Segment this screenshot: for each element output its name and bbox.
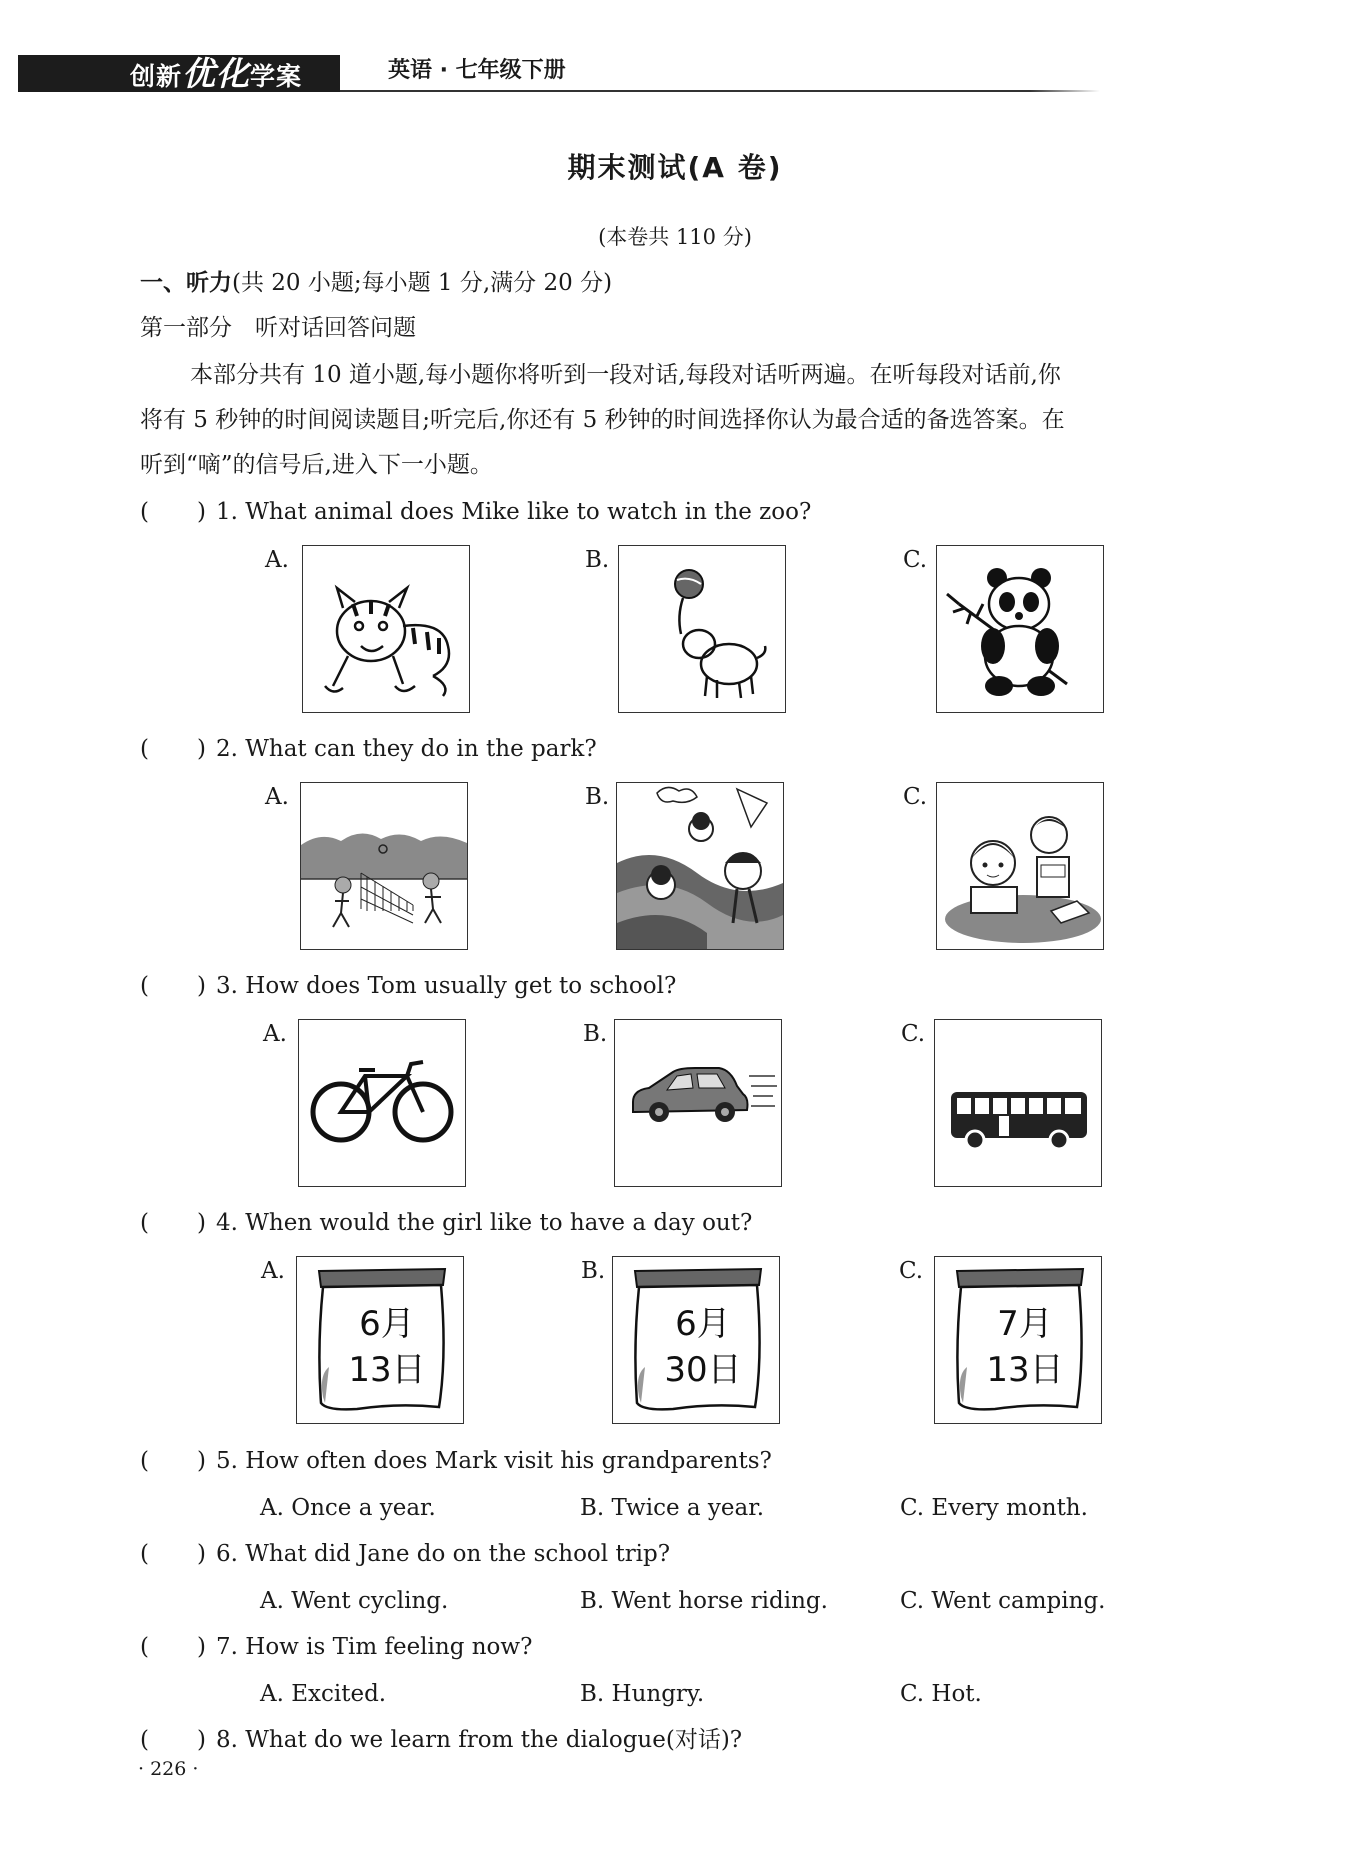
answer-blank[interactable]: ( )	[140, 736, 206, 762]
option-b-label: B.	[581, 1258, 606, 1284]
tiger-image[interactable]	[302, 545, 470, 713]
elephant-image[interactable]	[618, 545, 786, 713]
question-3: ( ) 3. How does Tom usually get to school?	[140, 973, 677, 999]
subject-label: 英语 · 七年级下册	[388, 58, 566, 83]
section-heading: 一、听力(共 20 小题;每小题 1 分,满分 20 分)	[140, 270, 613, 296]
option-c-label: C.	[903, 784, 928, 810]
calendar-day: 13日	[348, 1350, 426, 1390]
option-b[interactable]: B. Hungry.	[580, 1681, 705, 1707]
instruction-line-2: 将有 5 秒钟的时间阅读题目;听完后,你还有 5 秒钟的时间选择你认为最合适的备选答案。在	[140, 407, 1065, 433]
instruction-line-3: 听到“嘀”的信号后,进入下一小题。	[140, 452, 493, 478]
kite-flying-image[interactable]	[616, 782, 784, 950]
question-7: ( ) 7. How is Tim feeling now?	[140, 1634, 533, 1660]
tennis-image[interactable]	[300, 782, 468, 950]
brand-logo: 创新优化学案	[130, 54, 303, 93]
calendar-day: 13日	[986, 1350, 1064, 1390]
calendar-image-b[interactable]	[612, 1256, 780, 1424]
option-a-label: A.	[265, 547, 289, 573]
calendar-month: 6月	[359, 1304, 415, 1344]
option-a-label: A.	[263, 1021, 287, 1047]
panda-image[interactable]	[936, 545, 1104, 713]
option-b-label: B.	[585, 784, 610, 810]
calendar-image-c[interactable]	[934, 1256, 1102, 1424]
option-a[interactable]: A. Once a year.	[260, 1495, 436, 1521]
option-b-label: B.	[585, 547, 610, 573]
bus-image[interactable]	[934, 1019, 1102, 1187]
question-5: ( ) 5. How often does Mark visit his grandparents?	[140, 1448, 772, 1474]
score-note: (本卷共 110 分)	[598, 225, 752, 249]
car-image[interactable]	[614, 1019, 782, 1187]
header-rule-fade	[1030, 90, 1100, 92]
header-rule	[340, 90, 1030, 92]
question-1: ( ) 1. What animal does Mike like to watch in the zoo?	[140, 499, 812, 525]
answer-blank[interactable]: ( )	[140, 1727, 206, 1753]
calendar-image-a[interactable]	[296, 1256, 464, 1424]
calendar-month: 6月	[675, 1304, 731, 1344]
option-c-label: C.	[899, 1258, 924, 1284]
calendar-day: 30日	[664, 1350, 742, 1390]
part-heading: 第一部分 听对话回答问题	[140, 315, 416, 341]
reading-image[interactable]	[936, 782, 1104, 950]
page-number: · 226 ·	[138, 1758, 199, 1780]
option-a-label: A.	[265, 784, 289, 810]
question-2: ( ) 2. What can they do in the park?	[140, 736, 597, 762]
question-6: ( ) 6. What did Jane do on the school trip?	[140, 1541, 671, 1567]
option-c[interactable]: C. Went camping.	[900, 1588, 1106, 1614]
answer-blank[interactable]: ( )	[140, 1210, 206, 1236]
option-c[interactable]: C. Hot.	[900, 1681, 982, 1707]
calendar-month: 7月	[997, 1304, 1053, 1344]
answer-blank[interactable]: ( )	[140, 1448, 206, 1474]
bicycle-image[interactable]	[298, 1019, 466, 1187]
option-a[interactable]: A. Went cycling.	[260, 1588, 449, 1614]
page-title: 期末测试(A 卷)	[567, 151, 783, 184]
option-b-label: B.	[583, 1021, 608, 1047]
answer-blank[interactable]: ( )	[140, 1634, 206, 1660]
option-a[interactable]: A. Excited.	[260, 1681, 387, 1707]
option-c-label: C.	[903, 547, 928, 573]
question-4: ( ) 4. When would the girl like to have a day out?	[140, 1210, 753, 1236]
option-c-label: C.	[901, 1021, 926, 1047]
option-c[interactable]: C. Every month.	[900, 1495, 1088, 1521]
instruction-line-1: 本部分共有 10 道小题,每小题你将听到一段对话,每段对话听两遍。在听每段对话前,你	[190, 362, 1061, 388]
option-b[interactable]: B. Twice a year.	[580, 1495, 765, 1521]
option-a-label: A.	[261, 1258, 285, 1284]
answer-blank[interactable]: ( )	[140, 1541, 206, 1567]
answer-blank[interactable]: ( )	[140, 499, 206, 525]
question-8: ( ) 8. What do we learn from the dialogue(对话)?	[140, 1727, 743, 1753]
option-b[interactable]: B. Went horse riding.	[580, 1588, 828, 1614]
answer-blank[interactable]: ( )	[140, 973, 206, 999]
